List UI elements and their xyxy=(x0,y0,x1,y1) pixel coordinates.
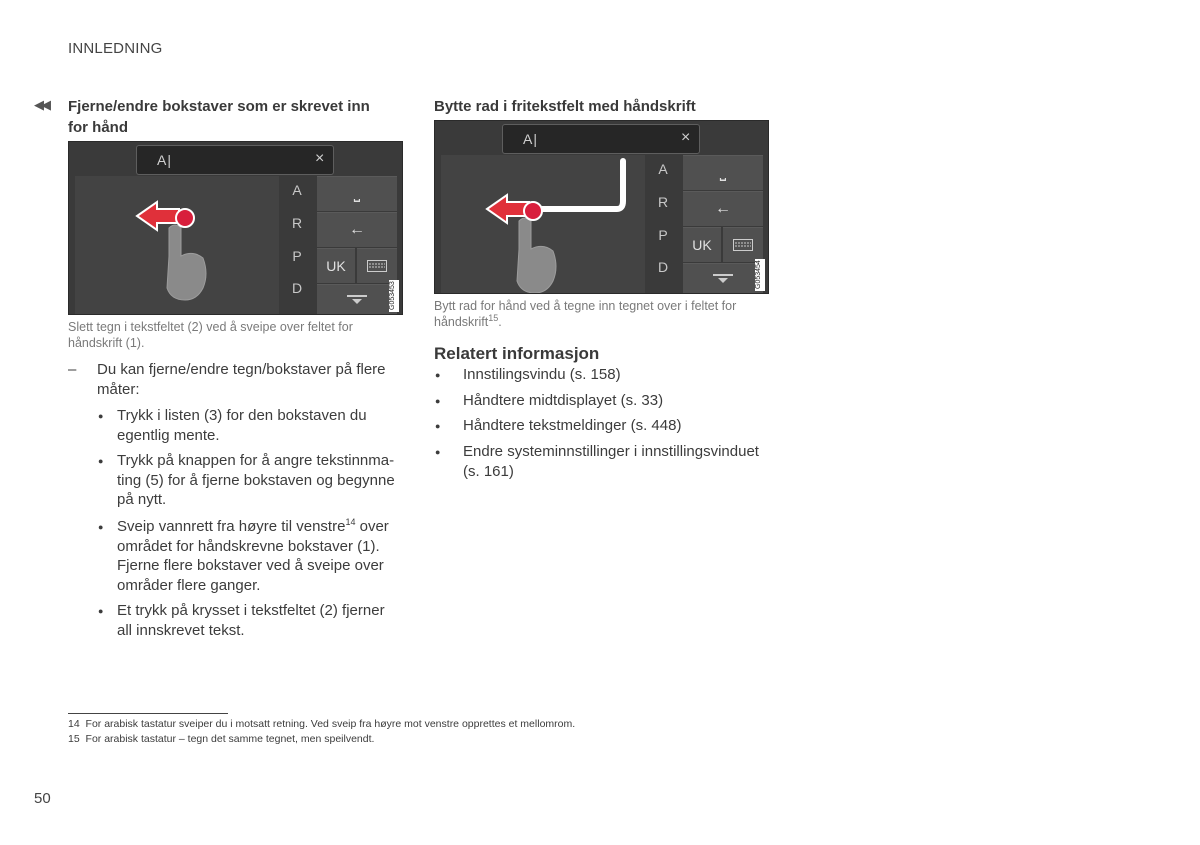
text-field xyxy=(502,124,700,154)
image-code: G053453 xyxy=(389,280,399,312)
backspace-button xyxy=(683,191,763,226)
related-link-text[interactable]: Håndtere midtdisplayet (s. 33) xyxy=(463,392,664,409)
newline-gesture-icon xyxy=(441,155,645,293)
related-link[interactable] xyxy=(463,391,783,411)
bullet-icon: ● xyxy=(435,370,441,380)
related-link-text[interactable]: Endre systeminnstillinger i innstillingsvinduet xyxy=(463,443,759,460)
list-item-line: Trykk på knappen for å angre tekstinnma- xyxy=(117,452,395,469)
handwriting-area xyxy=(441,155,645,293)
bullet-icon: ● xyxy=(435,447,441,457)
left-caption xyxy=(68,319,408,351)
list-item-line: Et trykk på krysset i tekstfeltet (2) fjerner xyxy=(117,602,385,619)
bullet-icon: ● xyxy=(98,522,104,532)
swipe-gesture-icon xyxy=(75,176,279,314)
list-item-line: ting (5) for å fjerne bokstaven og begynne xyxy=(117,471,395,489)
footnote-text: For arabisk tastatur sveiper du i motsatt retning. Ved sveip fra høyre mot venstre opprettes et mellomrom. xyxy=(85,718,576,730)
clear-icon: × xyxy=(681,129,691,146)
backspace-button xyxy=(317,212,397,247)
keyboard-button xyxy=(357,248,397,283)
right-caption-text: håndskrift xyxy=(434,315,489,329)
letter-suggestion: R xyxy=(291,215,303,231)
list-item-line: områder flere ganger. xyxy=(117,576,261,594)
list-item-line: Trykk i listen (3) for den bokstaven du xyxy=(117,407,367,424)
related-info-title: Relatert informasjon xyxy=(434,344,600,363)
right-caption-text: . xyxy=(498,315,502,329)
list-item xyxy=(117,517,417,595)
footnote-divider xyxy=(68,713,228,714)
dash-marker: – xyxy=(68,361,77,378)
related-link[interactable] xyxy=(463,416,783,436)
letter-suggestion-list xyxy=(645,155,681,293)
right-heading: Bytte rad i fritekstfelt med håndskrift xyxy=(434,98,696,115)
back-arrow-icon[interactable]: ◀◀ xyxy=(34,97,48,112)
space-icon: ⎵ xyxy=(353,185,361,202)
language-button xyxy=(317,248,355,283)
dash-item-line1: Du kan fjerne/endre tegn/bokstaver på flere xyxy=(97,361,386,378)
text-field-value: A| xyxy=(157,152,172,168)
letter-suggestion: R xyxy=(657,194,669,210)
backspace-icon: ← xyxy=(349,221,365,238)
list-item-line: all innskrevet tekst. xyxy=(117,621,245,639)
space-icon: ⎵ xyxy=(719,164,727,181)
footnote-number: 14 xyxy=(68,718,80,730)
collapse-icon xyxy=(713,274,733,284)
list-item xyxy=(117,601,417,640)
letter-suggestion: P xyxy=(658,227,668,243)
keyboard-button xyxy=(723,227,763,262)
space-button xyxy=(683,155,763,190)
list-item-text: Sveip vannrett fra høyre til venstre xyxy=(117,518,346,535)
letter-suggestion: A xyxy=(292,182,302,198)
footnote xyxy=(68,718,575,730)
list-item-line: området for håndskrevne bokstaver (1). xyxy=(117,537,380,555)
bullet-icon: ● xyxy=(98,411,104,421)
image-code: G053454 xyxy=(755,259,765,291)
footnote xyxy=(68,733,374,745)
text-field xyxy=(136,145,334,175)
list-item-line xyxy=(117,517,417,537)
left-heading-line1: Fjerne/endre bokstaver som er skrevet inn xyxy=(68,98,370,115)
letter-suggestion: A xyxy=(658,161,668,177)
left-caption-line2: håndskrift (1). xyxy=(68,336,145,350)
related-link[interactable] xyxy=(463,365,783,385)
list-item-text: over xyxy=(355,518,389,535)
list-item-line: egentlig mente. xyxy=(117,426,220,444)
language-label: UK xyxy=(326,258,346,274)
handwriting-newline-illustration xyxy=(434,120,769,294)
left-heading-line2: for hånd xyxy=(68,119,128,136)
keyboard-icon xyxy=(367,260,387,272)
right-caption-line1: Bytt rad for hånd ved å tegne inn tegnet over i feltet for xyxy=(434,299,737,313)
backspace-icon: ← xyxy=(715,200,731,217)
language-label: UK xyxy=(692,237,712,253)
language-button xyxy=(683,227,721,262)
collapse-button xyxy=(317,284,397,315)
letter-suggestion: D xyxy=(291,280,303,296)
handwriting-area xyxy=(75,176,279,314)
handwriting-screen-illustration xyxy=(68,141,403,315)
right-caption xyxy=(434,298,774,330)
letter-suggestion: D xyxy=(657,259,669,275)
list-item xyxy=(117,451,417,510)
dash-item-line2: måter: xyxy=(97,380,140,398)
collapse-button xyxy=(683,263,763,294)
list-item-line: Fjerne flere bokstaver ved å sveipe over xyxy=(117,557,384,574)
bullet-icon: ● xyxy=(435,421,441,431)
text-field-value: A| xyxy=(523,131,538,147)
bullet-icon: ● xyxy=(435,396,441,406)
bullet-icon: ● xyxy=(98,456,104,466)
related-link-text[interactable]: Håndtere tekstmeldinger (s. 448) xyxy=(463,417,682,434)
left-caption-line1: Slett tegn i tekstfeltet (2) ved å sveipe over feltet for xyxy=(68,320,353,334)
footnote-text: For arabisk tastatur – tegn det samme tegnet, men speilvendt. xyxy=(85,733,375,745)
footnote-ref: 15 xyxy=(488,312,499,323)
clear-icon: × xyxy=(315,150,325,167)
space-button xyxy=(317,176,397,211)
left-heading xyxy=(68,96,408,138)
dash-item xyxy=(97,360,417,399)
collapse-icon xyxy=(347,295,367,305)
related-link[interactable] xyxy=(463,442,783,481)
footnote-ref: 14 xyxy=(345,517,356,527)
keyboard-icon xyxy=(733,239,753,251)
letter-suggestion: P xyxy=(292,248,302,264)
bullet-icon: ● xyxy=(98,606,104,616)
footnote-number: 15 xyxy=(68,733,80,745)
letter-suggestion-list xyxy=(279,176,315,314)
related-link-text[interactable]: (s. 161) xyxy=(463,462,514,480)
page-number: 50 xyxy=(34,790,51,807)
right-caption-line2 xyxy=(434,314,774,330)
section-header: INNLEDNING xyxy=(68,40,163,57)
related-link-text[interactable]: Innstilingsvindu (s. 158) xyxy=(463,366,621,383)
list-item xyxy=(117,406,417,445)
list-item-line: på nytt. xyxy=(117,491,167,508)
